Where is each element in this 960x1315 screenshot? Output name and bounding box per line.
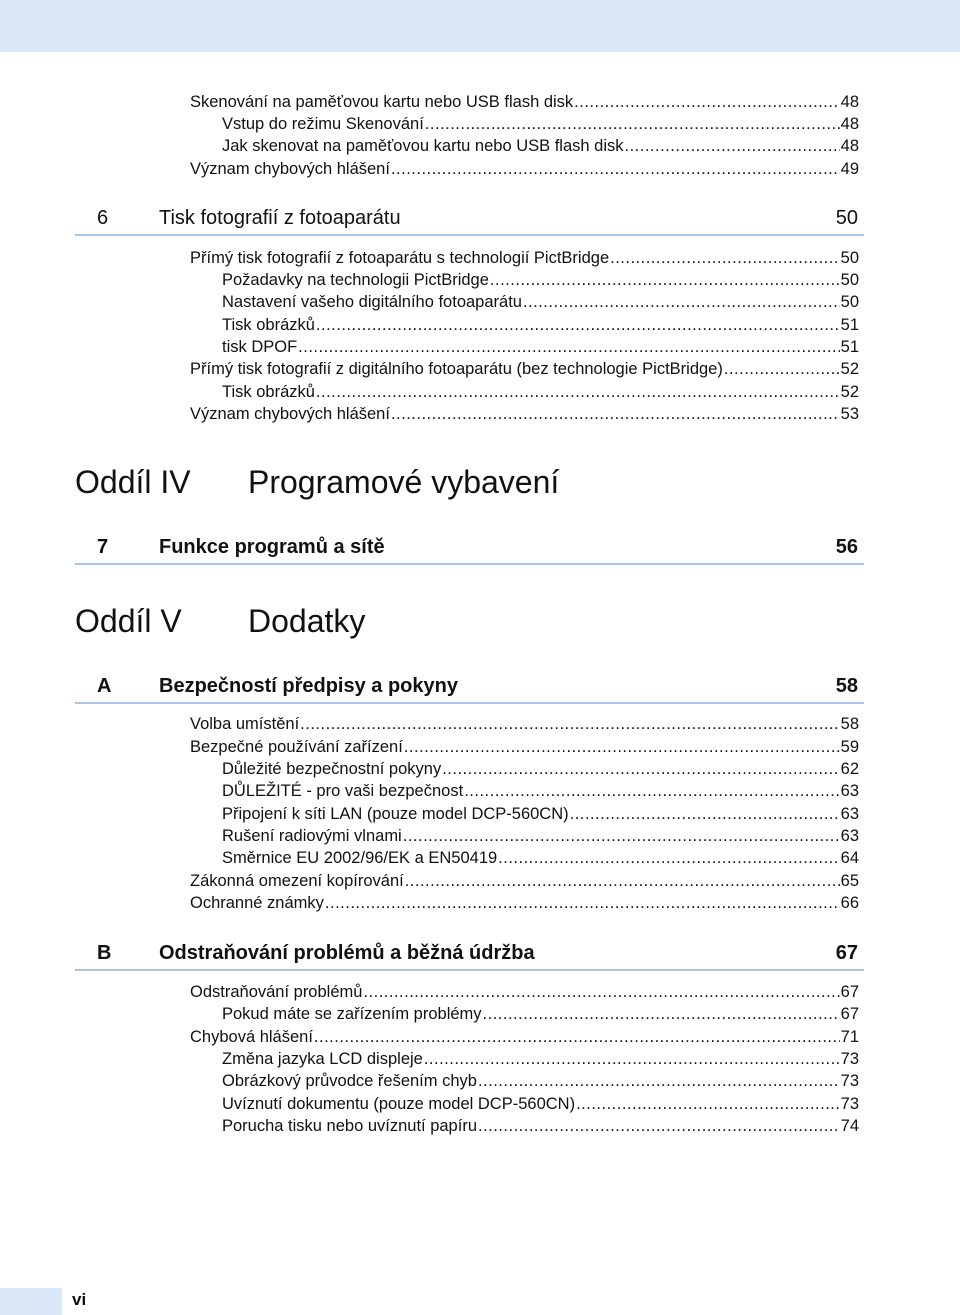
page-number: vi bbox=[72, 1290, 87, 1309]
header-band bbox=[0, 0, 960, 52]
toc-entry[interactable]: Uvíznutí dokumentu (pouze model DCP-560CN) ..... 73 bbox=[222, 1093, 859, 1115]
toc-entry[interactable]: Požadavky na technologii PictBridge ..... 50 bbox=[222, 269, 859, 291]
toc-entry[interactable]: Chybová hlášení ..... 71 bbox=[190, 1026, 859, 1048]
toc-entry[interactable]: Pokud máte se zařízením problémy ..... 67 bbox=[222, 1003, 859, 1025]
toc-entry[interactable]: Ochranné známky ..... 66 bbox=[190, 892, 859, 914]
toc-entry[interactable]: Obrázkový průvodce řešením chyb ..... 73 bbox=[222, 1070, 859, 1092]
toc-entry[interactable]: Nastavení vašeho digitálního fotoaparátu ..... 50 bbox=[222, 291, 859, 313]
chapter-heading[interactable]: 7 Funkce programů a sítě 56 bbox=[75, 533, 864, 565]
toc-entry[interactable]: Význam chybových hlášení ..... 49 bbox=[190, 158, 859, 180]
toc-entry[interactable]: Připojení k síti LAN (pouze model DCP-560CN) ..... 63 bbox=[222, 803, 859, 825]
toc-entry[interactable]: Přímý tisk fotografií z digitálního fotoaparátu (bez technologie PictBridge) ..... 52 bbox=[190, 358, 859, 380]
chapter-heading[interactable]: 6 Tisk fotografií z fotoaparátu 50 bbox=[75, 204, 864, 236]
footer-band bbox=[0, 1288, 62, 1315]
toc-entry[interactable]: Jak skenovat na paměťovou kartu nebo USB flash disk ..... 48 bbox=[222, 135, 859, 157]
toc-entry[interactable]: Přímý tisk fotografií z fotoaparátu s technologií PictBridge ..... 50 bbox=[190, 247, 859, 269]
toc-entry[interactable]: tisk DPOF ..... 51 bbox=[222, 336, 859, 358]
toc-entry[interactable]: Důležité bezpečnostní pokyny ..... 62 bbox=[222, 758, 859, 780]
toc-entry[interactable]: Volba umístění ..... 58 bbox=[190, 713, 859, 735]
toc-entry[interactable]: Směrnice EU 2002/96/EK a EN50419 ..... 64 bbox=[222, 847, 859, 869]
chapter-heading[interactable]: A Bezpečností předpisy a pokyny 58 bbox=[75, 672, 864, 704]
toc-entry[interactable]: Rušení radiovými vlnami ..... 63 bbox=[222, 825, 859, 847]
toc-entry[interactable]: Změna jazyka LCD displeje ..... 73 bbox=[222, 1048, 859, 1070]
toc-entry[interactable]: Skenování na paměťovou kartu nebo USB flash disk ..... 48 bbox=[190, 91, 859, 113]
toc-entry[interactable]: Zákonná omezení kopírování ..... 65 bbox=[190, 870, 859, 892]
toc-entry[interactable]: Odstraňování problémů ..... 67 bbox=[190, 981, 859, 1003]
toc-entry[interactable]: Tisk obrázků ..... 51 bbox=[222, 314, 859, 336]
chapter-heading[interactable]: B Odstraňování problémů a běžná údržba 67 bbox=[75, 939, 864, 971]
toc-entry[interactable]: DŮLEŽITÉ - pro vaši bezpečnost ..... 63 bbox=[222, 780, 859, 802]
toc-entry[interactable]: Význam chybových hlášení ..... 53 bbox=[190, 403, 859, 425]
toc-entry[interactable]: Porucha tisku nebo uvíznutí papíru ..... 74 bbox=[222, 1115, 859, 1137]
toc-entry[interactable]: Vstup do režimu Skenování ..... 48 bbox=[222, 113, 859, 135]
toc-entry[interactable]: Tisk obrázků ..... 52 bbox=[222, 381, 859, 403]
toc-entry[interactable]: Bezpečné používání zařízení ..... 59 bbox=[190, 736, 859, 758]
